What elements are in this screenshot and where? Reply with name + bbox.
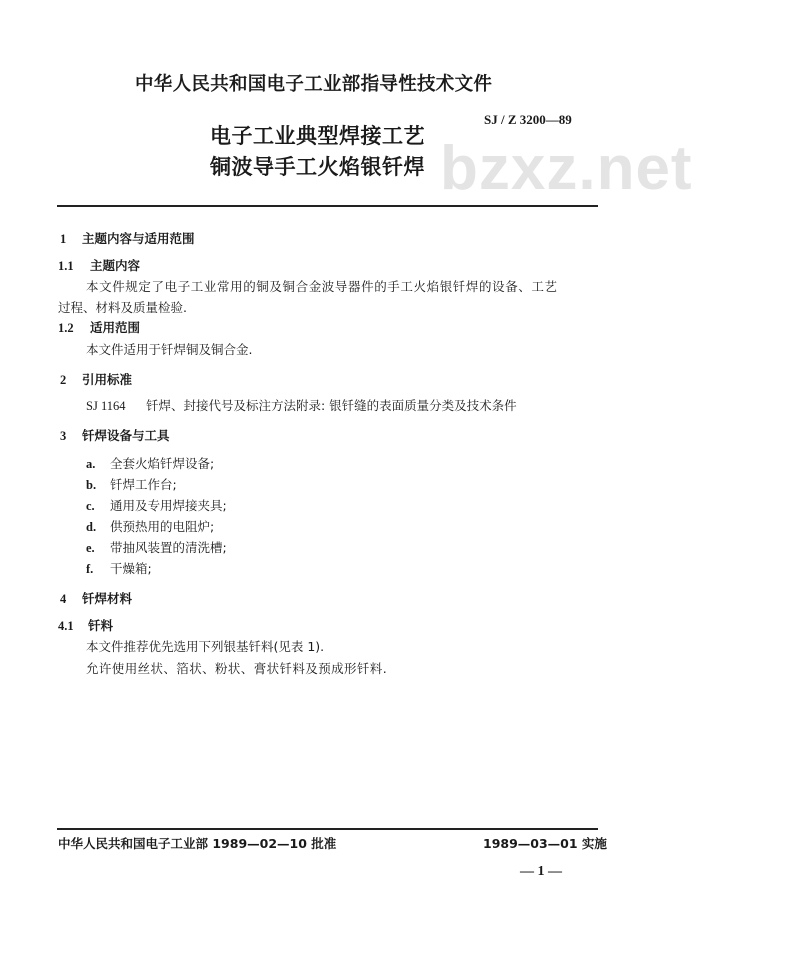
reference-title: 钎焊、封接代号及标注方法附录: 银钎缝的表面质量分类及技术条件: [146, 398, 517, 413]
title-line-1: 电子工业典型焊接工艺: [210, 124, 425, 148]
approval-note: 中华人民共和国电子工业部 1989—02—10 批准: [58, 836, 337, 851]
paragraph-line: 本文件适用于钎焊铜及铜合金.: [86, 342, 253, 357]
watermark: bzxz.net: [440, 134, 693, 203]
footer-divider: [57, 828, 598, 830]
section-title: 钎焊材料: [82, 591, 133, 606]
list-text: 供预热用的电阻炉;: [110, 519, 215, 534]
page-number: — 1 —: [520, 864, 562, 879]
section-number: 2: [60, 373, 67, 387]
issuer-heading: 中华人民共和国电子工业部指导性技术文件: [135, 74, 493, 95]
section-3-heading: [60, 426, 170, 444]
list-text: 干燥箱;: [110, 561, 152, 576]
list-text: 钎焊工作台;: [110, 477, 177, 492]
list-text: 通用及专用焊接夹具;: [110, 498, 227, 513]
section-4-heading: [60, 589, 132, 607]
list-item: [86, 475, 177, 493]
section-2-heading: [60, 370, 132, 388]
list-text: 带抽风装置的清洗槽;: [110, 540, 227, 555]
paragraph-line: 允许使用丝状、箔状、粉状、膏状钎料及预成形钎料.: [86, 661, 388, 676]
list-marker: a.: [86, 457, 96, 471]
header-divider: [57, 205, 598, 207]
section-number: 4.1: [58, 619, 74, 633]
list-item: [86, 496, 227, 514]
list-item: [86, 517, 214, 535]
paragraph-line: 过程、材料及质量检验.: [58, 300, 187, 315]
reference-standard: [86, 396, 517, 414]
list-marker: b.: [86, 478, 97, 492]
list-marker: f.: [86, 562, 94, 576]
section-number: 4: [60, 592, 67, 606]
effective-date: 1989—03—01 实施: [483, 836, 607, 851]
list-item: [86, 538, 227, 556]
section-1-1-heading: [58, 256, 140, 274]
reference-code: SJ 1164: [86, 399, 126, 413]
section-number: 1.2: [58, 321, 74, 335]
section-title: 钎焊设备与工具: [82, 428, 170, 443]
section-title: 引用标准: [82, 372, 133, 387]
list-marker: e.: [86, 541, 95, 555]
section-1-heading: [60, 229, 195, 247]
list-marker: c.: [86, 499, 95, 513]
section-number: 1: [60, 232, 67, 246]
section-number: 3: [60, 429, 67, 443]
section-number: 1.1: [58, 259, 74, 273]
paragraph-line: 本文件规定了电子工业常用的铜及铜合金波导器件的手工火焰银钎焊的设备、工艺: [86, 279, 558, 294]
list-item: [86, 559, 152, 577]
section-1-2-heading: [58, 318, 140, 336]
section-title: 主题内容: [90, 258, 141, 273]
paragraph-line: 本文件推荐优先选用下列银基钎料(见表 1).: [86, 639, 325, 654]
list-marker: d.: [86, 520, 97, 534]
section-4-1-heading: [58, 616, 113, 634]
document-code: SJ / Z 3200—89: [484, 112, 572, 127]
section-title: 适用范围: [90, 320, 141, 335]
section-title: 钎料: [88, 618, 114, 633]
list-text: 全套火焰钎焊设备;: [110, 456, 215, 471]
list-item: [86, 454, 214, 472]
title-line-2: 铜波导手工火焰银钎焊: [210, 155, 425, 179]
section-title: 主题内容与适用范围: [82, 231, 195, 246]
